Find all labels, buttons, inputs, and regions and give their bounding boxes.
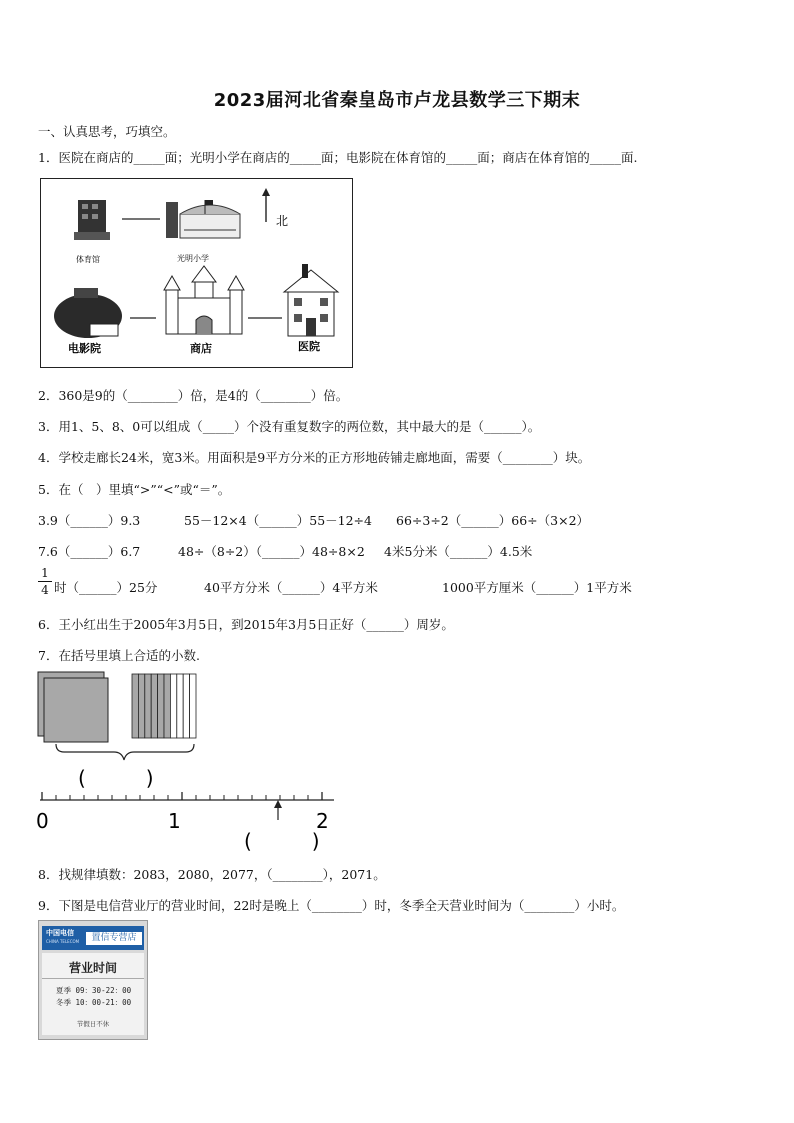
empty-strip xyxy=(183,674,189,738)
shaded-strip xyxy=(145,674,151,738)
hours-heading: 营业时间 xyxy=(68,961,117,975)
question-4: 4．学校走廊长24米，宽3米。用面积是9平方分米的正方形地砖铺走廊地面，需要（________）块。 xyxy=(38,450,591,465)
brace xyxy=(56,744,194,760)
question-7: 7．在括号里填上合适的小数. xyxy=(38,648,200,663)
empty-strip xyxy=(190,674,196,738)
cinema-label: 电影院 xyxy=(68,342,101,355)
sign-divider xyxy=(42,978,144,979)
compare-item: 时（______）25分 xyxy=(54,580,158,595)
lower-answer-paren: ( ) xyxy=(244,829,320,853)
compare-item: 55－12×4（______）55－12÷4 xyxy=(184,513,372,528)
sign-body xyxy=(42,953,144,1035)
question-8: 8．找规律填数：2083，2080，2077，（________），2071。 xyxy=(38,867,386,882)
fraction-bar xyxy=(38,581,52,582)
question-1: 1．医院在商店的_____面；光明小学在商店的_____面；电影院在体育馆的_____面；商店在体育馆的_____面. xyxy=(38,150,638,165)
axis-label-2: 2 xyxy=(316,809,329,833)
telecom-logo-sub: CHINA TELECOM xyxy=(46,939,80,944)
fraction-numerator: 1 xyxy=(41,566,49,580)
empty-strip xyxy=(177,674,183,738)
question-3: 3．用1、5、8、0可以组成（_____）个没有重复数字的两位数，其中最大的是（______）。 xyxy=(38,419,541,434)
compare-item: 4米5分米（______）4.5米 xyxy=(384,544,533,559)
question-9: 9．下图是电信营业厅的营业时间，22时是晚上（________）时，冬季全天营业时间为（________）小时。 xyxy=(38,898,625,913)
axis-label-0: 0 xyxy=(36,809,49,833)
question-6: 6．王小红出生于2005年3月5日，到2015年3月5日正好（______）周岁。 xyxy=(38,617,454,632)
store-name: 置信专营店 xyxy=(86,932,142,945)
business-hours-sign xyxy=(38,920,148,1040)
holiday-note: 节假日不休 xyxy=(76,1020,110,1028)
store-label: 商店 xyxy=(190,342,212,355)
decimal-number-line-figure xyxy=(34,668,344,858)
shaded-strip xyxy=(164,674,170,738)
shaded-strip xyxy=(158,674,164,738)
gym-building xyxy=(74,200,110,240)
compare-item: 3.9（______）9.3 xyxy=(38,513,141,528)
sign-header xyxy=(42,926,144,950)
compare-item: 1000平方厘米（______）1平方米 xyxy=(442,580,632,595)
direction-map-figure xyxy=(40,178,354,369)
winter-hours: 冬季 10：00-21：00 xyxy=(56,998,132,1007)
gym-label: 体育馆 xyxy=(76,255,100,264)
number-line-ticks xyxy=(42,792,322,800)
question-5: 5．在（ ）里填“>”“<”或“＝”。 xyxy=(38,482,231,497)
shaded-strip xyxy=(138,674,144,738)
compare-item: 66÷3÷2（______）66÷（3×2） xyxy=(396,513,590,528)
compare-item: 7.6（______）6.7 xyxy=(38,544,141,559)
whole-square-front xyxy=(44,678,108,742)
empty-strip xyxy=(170,674,176,738)
north-label: 北 xyxy=(276,214,289,228)
school-label: 光明小学 xyxy=(177,254,209,263)
fraction-one-quarter xyxy=(38,566,52,597)
upper-answer-paren: ( ) xyxy=(78,766,154,790)
question-2: 2．360是9的（________）倍，是4的（________）倍。 xyxy=(38,388,349,403)
summer-hours: 夏季 09：30-22：00 xyxy=(56,986,132,995)
fraction-denominator: 4 xyxy=(41,583,49,597)
shaded-strip xyxy=(151,674,157,738)
section-heading: 一、认真思考，巧填空。 xyxy=(38,124,176,139)
page-title: 2023届河北省秦皇岛市卢龙县数学三下期末 xyxy=(213,90,581,111)
compare-item: 48÷（8÷2）（______）48÷8×2 xyxy=(178,544,365,559)
shaded-strip xyxy=(132,674,138,738)
strip-square xyxy=(132,674,196,738)
hospital-label: 医院 xyxy=(298,340,320,353)
telecom-logo: 中国电信 xyxy=(46,929,74,937)
axis-label-1: 1 xyxy=(168,809,181,833)
compare-item: 40平方分米（______）4平方米 xyxy=(204,580,378,595)
